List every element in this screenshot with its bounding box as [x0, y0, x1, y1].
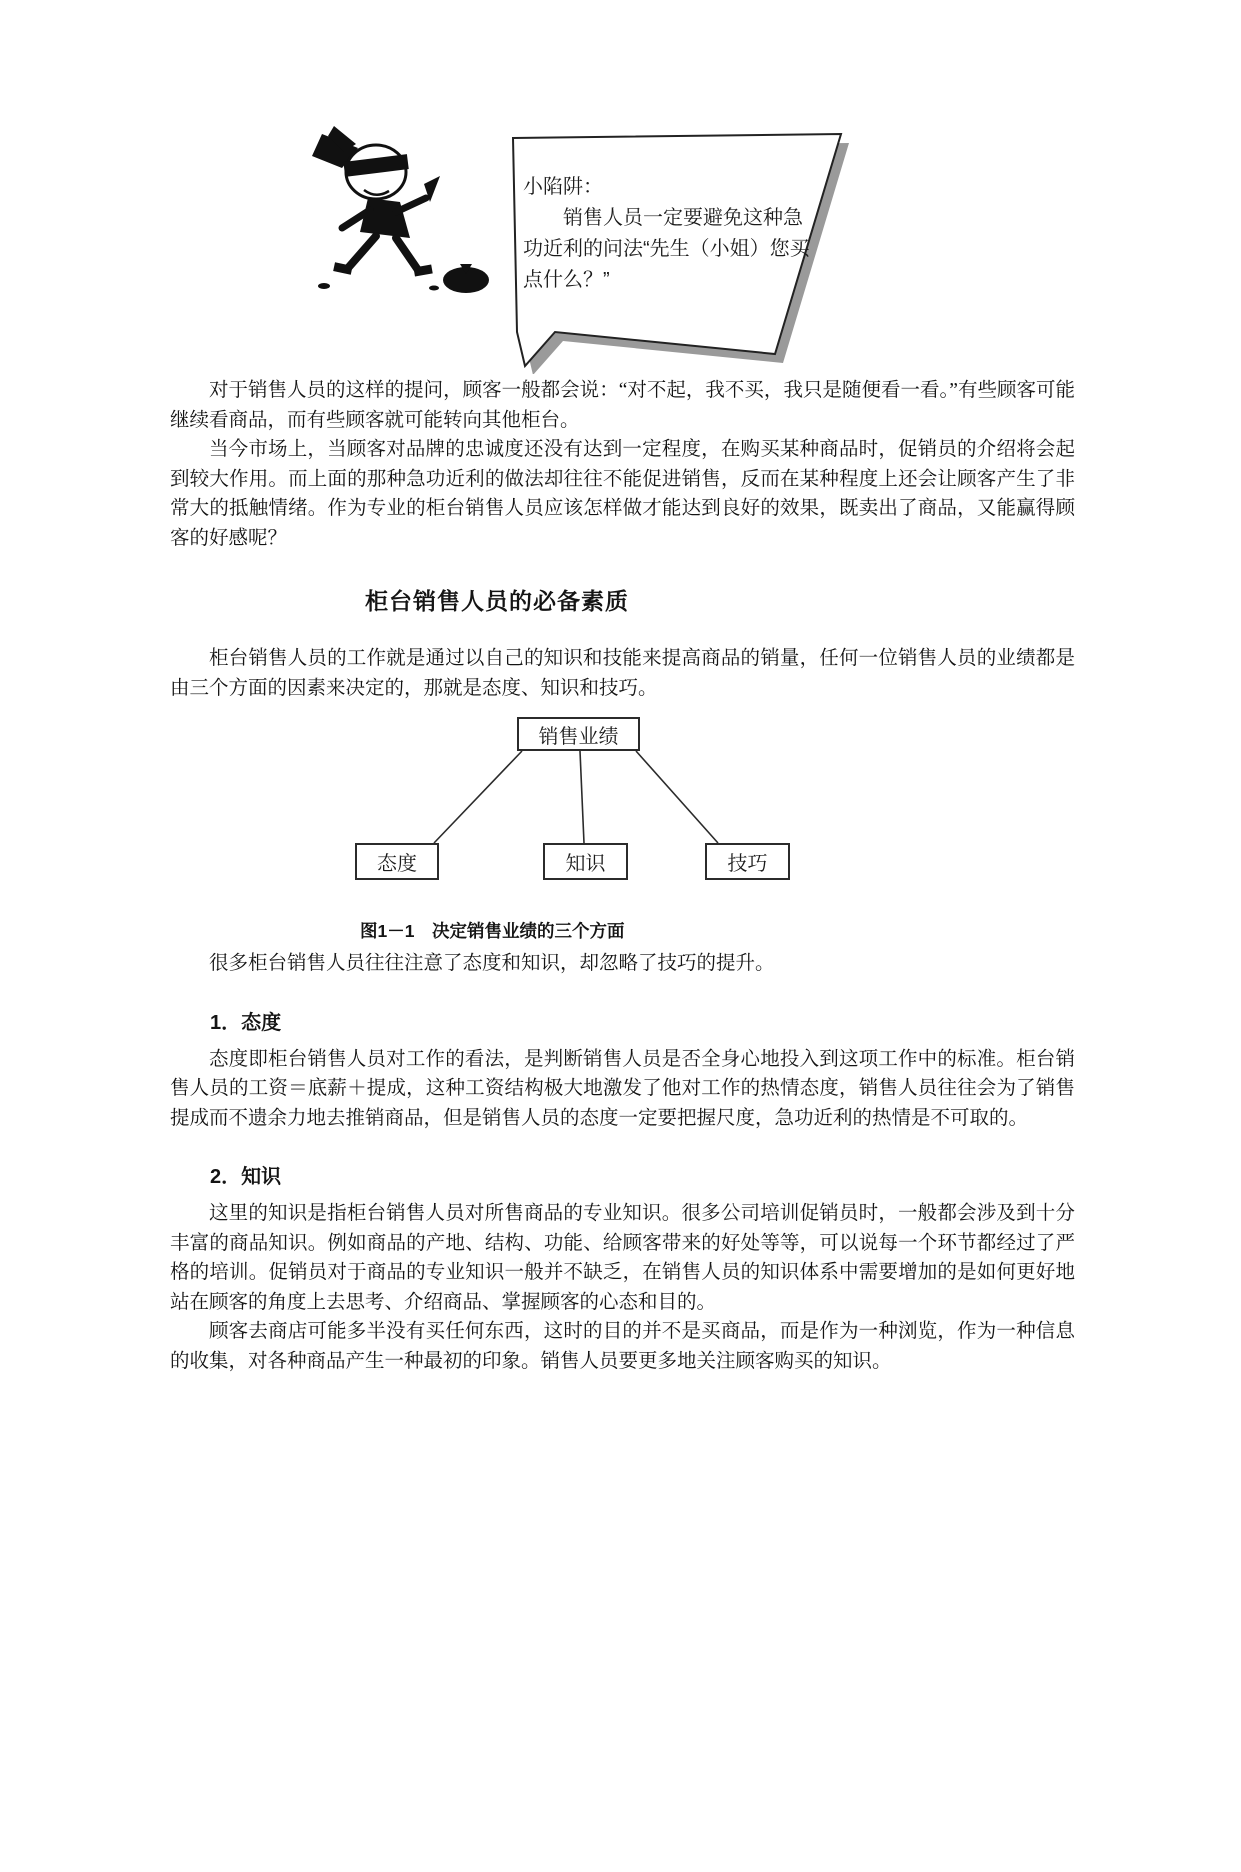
diagram-node-skill: 技巧 — [705, 843, 790, 880]
diagram-node-sales-performance: 销售业绩 — [517, 717, 640, 751]
subsection-title-knowledge: 2．知识 — [210, 1166, 282, 1188]
figure-caption: 图1－1 决定销售业绩的三个方面 — [360, 921, 625, 941]
paragraph-intro-1: 对于销售人员的这样的提问，顾客一般都会说：“对不起，我不买，我只是随便看一看。”有些顾客可能继续看商品，而有些顾客就可能转向其他柜台。 — [170, 380, 1075, 431]
bubble-body: 销售人员一定要避免这种急功近利的问法“先生（小姐）您买点什么？” — [523, 207, 810, 291]
blindfolded-runner-illustration — [288, 118, 523, 313]
paragraph-note: 很多柜台销售人员往往注意了态度和知识，却忽略了技巧的提升。 — [209, 953, 775, 974]
diagram-node-attitude: 态度 — [355, 843, 439, 880]
paragraph-intro-2: 当今市场上，当顾客对品牌的忠诚度还没有达到一定程度，在购买某种商品时，促销员的介绍将会起到较大作用。而上面的那种急功近利的做法却往往不能促进销售，反而在某种程度上还会让顾客产生了非常大的抵触情绪。作为专业的柜台销售人员应该怎样做才能达到良好的效果，既卖出了商品，又能赢得顾客的好感呢？ — [170, 439, 1075, 549]
bubble-title: 小陷阱： — [523, 176, 603, 198]
document-page — [0, 118, 1241, 1872]
paragraph-knowledge-2: 顾客去商店可能多半没有买任何东西，这时的目的并不是买商品，而是作为一种浏览，作为一种信息的收集，对各种商品产生一种最初的印象。销售人员要更多地关注顾客购买的知识。 — [170, 1321, 1075, 1372]
paragraph-knowledge-1: 这里的知识是指柜台销售人员对所售商品的专业知识。很多公司培训促销员时，一般都会涉及到十分丰富的商品知识。例如商品的产地、结构、功能、给顾客带来的好处等等，可以说每一个环节都经过了严格的培训。促销员对于商品的专业知识一般并不缺乏，在销售人员的知识体系中需要增加的是如何更好地站在顾客的角度上去思考、介绍商品、掌握顾客的心态和目的。 — [170, 1203, 1075, 1313]
diagram-node-knowledge: 知识 — [543, 843, 628, 880]
page-section-title: 柜台销售人员的必备素质 — [365, 588, 629, 614]
subsection-title-attitude: 1．态度 — [210, 1011, 282, 1034]
speech-bubble — [503, 132, 853, 374]
figure-1-1-diagram — [170, 715, 1075, 900]
warning-illustration-block — [170, 118, 1075, 376]
speech-bubble-text — [523, 172, 813, 296]
paragraph-lead: 柜台销售人员的工作就是通过以自己的知识和技能来提高商品的销量，任何一位销售人员的业绩都是由三个方面的因素来决定的，那就是态度、知识和技巧。 — [170, 648, 1075, 699]
paragraph-attitude: 态度即柜台销售人员对工作的看法，是判断销售人员是否全身心地投入到这项工作中的标准。柜台销售人员的工资＝底薪＋提成，这种工资结构极大地激发了他对工作的热情态度，销售人员往往会为了销售提成而不遗余力地去推销商品，但是销售人员的态度一定要把握尺度，急功近利的热情是不可取的。 — [170, 1048, 1075, 1129]
